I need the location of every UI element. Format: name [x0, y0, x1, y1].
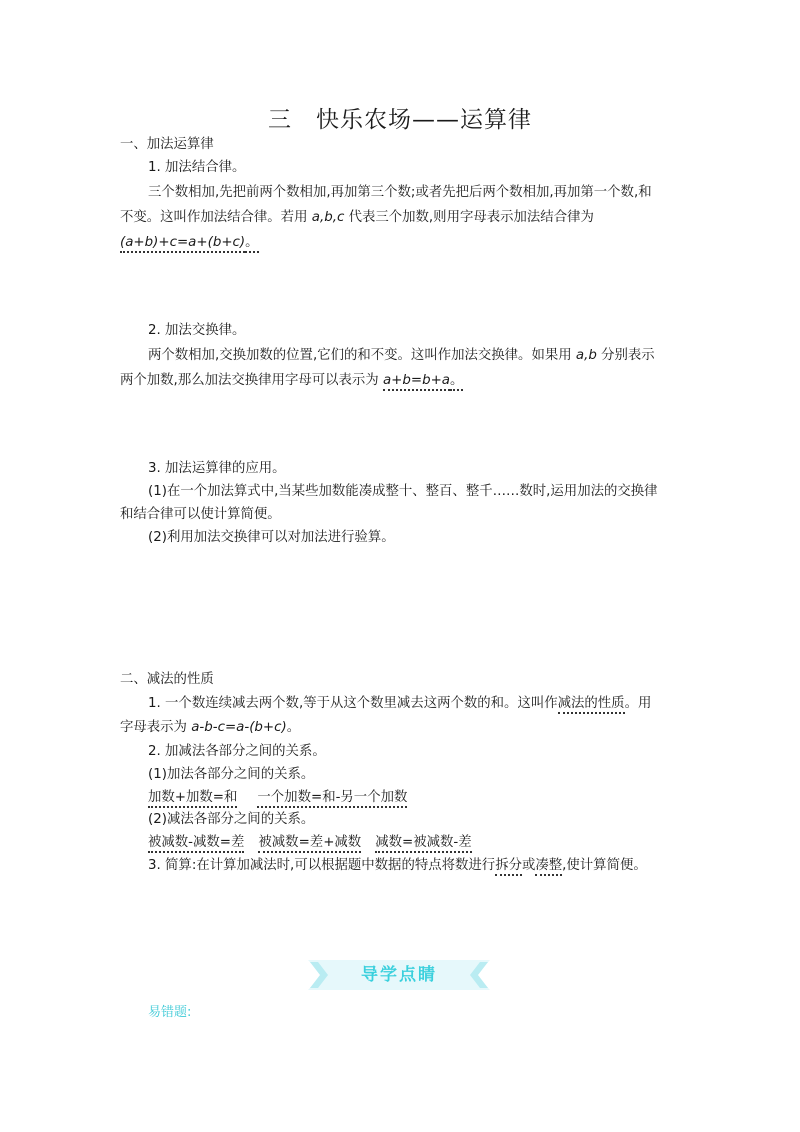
- banner-label: 导学点睛: [361, 965, 437, 985]
- commutative-formula: a+b=b+a: [383, 373, 450, 391]
- subheading-commutative: 2. 加法交换律。: [148, 323, 246, 338]
- text-run: 不变。这叫作加法结合律。若用: [120, 210, 312, 225]
- guide-banner: [308, 960, 490, 990]
- text-run: 或: [521, 858, 536, 873]
- emphasized-term: 拆分: [495, 858, 522, 876]
- paragraph-line: [120, 208, 594, 228]
- text-run: 。用: [624, 696, 652, 711]
- paragraph-line: [148, 694, 651, 714]
- paragraph-line: (2)利用加法交换律可以对加法进行验算。: [148, 530, 395, 545]
- paragraph-line: 和结合律可以使计算简便。: [120, 507, 281, 522]
- variable-text: a,b: [575, 348, 597, 363]
- section-heading-addition-laws: 一、加法运算律: [120, 137, 214, 152]
- subheading-application: 3. 加法运算律的应用。: [148, 461, 286, 476]
- text-run: ,使计算简便。: [562, 858, 647, 873]
- relation-formula: 加数+加数=和: [148, 790, 237, 808]
- variable-text: a,b,c: [311, 210, 345, 225]
- relation-formula: 减数=被减数-差: [375, 835, 471, 853]
- subtraction-formula: a-b-c=a-(b+c): [191, 720, 287, 735]
- addition-relations: [148, 788, 407, 808]
- text-run: 分别表示: [596, 348, 655, 363]
- mistakes-label: 易错题:: [148, 1005, 192, 1020]
- associative-formula-line: [120, 233, 259, 253]
- subheading-associative: 1. 加法结合律。: [148, 160, 246, 175]
- page-title: 三 快乐农场——运算律: [268, 107, 532, 133]
- paragraph-line: (1)在一个加法算式中,当某些加数能凑成整十、整百、整千……数时,运用加法的交换律: [148, 484, 658, 499]
- paragraph-line: 三个数相加,先把前两个数相加,再加第三个数;或者先把后两个数相加,再加第一个数,和: [148, 185, 652, 200]
- text-run: 。: [286, 720, 301, 735]
- paragraph-line: 2. 加减法各部分之间的关系。: [148, 744, 326, 759]
- emphasized-term: 凑整: [535, 858, 562, 876]
- paragraph-line: [120, 371, 463, 391]
- text-run: 。: [245, 235, 258, 253]
- relation-formula: 一个加数=和-另一个加数: [257, 790, 407, 808]
- paragraph-line: [148, 856, 647, 876]
- section-heading-subtraction: 二、减法的性质: [120, 672, 214, 687]
- text-run: 代表三个加数,则用字母表示加法结合律为: [344, 210, 594, 225]
- emphasized-term: 减法的性质: [558, 696, 625, 714]
- text-run: 3. 简算:在计算加减法时,可以根据题中数据的特点将数进行: [148, 858, 496, 873]
- relation-formula: 被减数-减数=差: [148, 835, 244, 853]
- text-run: 两个数相加,交换加数的位置,它们的和不变。这叫作加法交换律。如果用: [148, 348, 576, 363]
- paragraph-line: (2)减法各部分之间的关系。: [148, 812, 315, 827]
- text-run: 1. 一个数连续减去两个数,等于从这个数里减去这两个数的和。这叫作: [148, 696, 558, 711]
- paragraph-line: [120, 718, 300, 738]
- paragraph-line: [148, 346, 655, 366]
- paragraph-line: (1)加法各部分之间的关系。: [148, 767, 315, 782]
- associative-formula: (a+b)+c=a+(b+c): [120, 235, 245, 253]
- text-run: 两个加数,那么加法交换律用字母可以表示为: [120, 373, 383, 388]
- subtraction-relations: [148, 833, 472, 853]
- relation-formula: 被减数=差+减数: [258, 835, 361, 853]
- text-run: 字母表示为: [120, 720, 192, 735]
- text-run: 。: [450, 373, 463, 391]
